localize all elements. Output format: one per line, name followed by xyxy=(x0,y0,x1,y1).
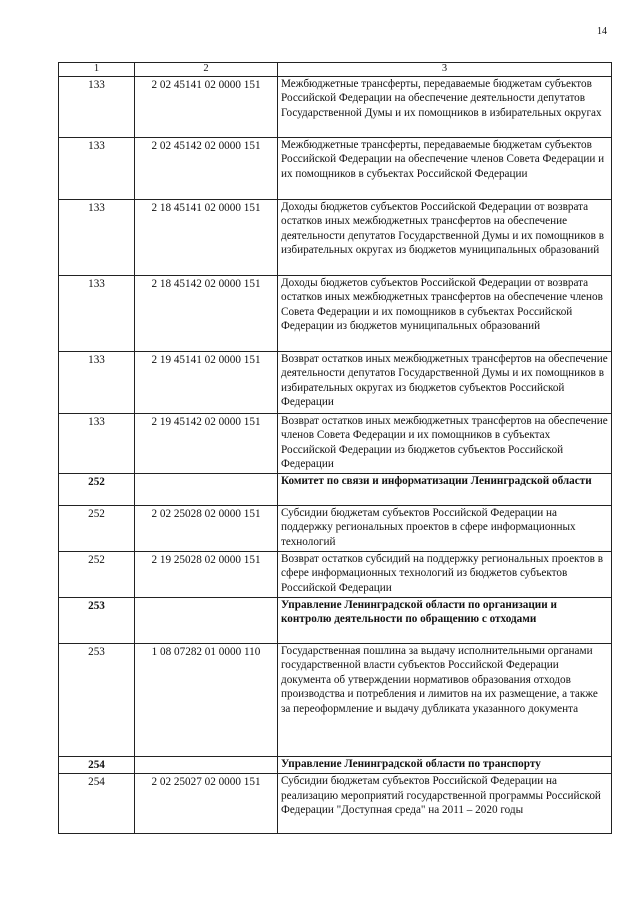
table-row xyxy=(59,77,612,138)
description-cell: Доходы бюджетов субъектов Российской Федерации от возврата остатков иных межбюджетных трансфертов на обеспечение деятельности депутатов Государственной Думы и их помощников в избирательных округах из бюджетов муниципальных образований xyxy=(278,200,612,276)
table-row xyxy=(59,276,612,352)
table-row xyxy=(59,644,612,757)
table-header-row xyxy=(59,63,612,77)
table-row xyxy=(59,774,612,834)
admin-code-cell: 133 xyxy=(59,276,135,352)
table-row xyxy=(59,414,612,474)
description-cell: Межбюджетные трансферты, передаваемые бюджетам субъектов Российской Федерации на обеспечение членов Совета Федерации и их помощников в субъектах Российской Федерации xyxy=(278,138,612,200)
revenue-code-cell: 2 02 25028 02 0000 151 xyxy=(135,506,278,552)
revenue-code-cell xyxy=(135,474,278,506)
revenue-code-cell: 2 02 25027 02 0000 151 xyxy=(135,774,278,834)
table-row xyxy=(59,138,612,200)
description-cell: Доходы бюджетов субъектов Российской Федерации от возврата остатков иных межбюджетных трансфертов на обеспечение членов Совета Федерации и их помощников в субъектах Российской Федерации из бюджетов муниципальных образований xyxy=(278,276,612,352)
admin-code-cell: 133 xyxy=(59,138,135,200)
revenue-code-cell: 1 08 07282 01 0000 110 xyxy=(135,644,278,757)
table-row xyxy=(59,552,612,598)
section-heading-row xyxy=(59,474,612,506)
description-cell: Субсидии бюджетам субъектов Российской Федерации на реализацию мероприятий государственной программы Российской Федерации "Доступная среда" на 2011 – 2020 годы xyxy=(278,774,612,834)
description-cell: Субсидии бюджетам субъектов Российской Федерации на поддержку региональных проектов в сфере информационных технологий xyxy=(278,506,612,552)
revenue-code-cell: 2 02 45141 02 0000 151 xyxy=(135,77,278,138)
description-cell: Государственная пошлина за выдачу исполнительными органами государственной власти субъектов Российской Федерации документа об утверждении нормативов образования отходов производства и потребления и лимитов на их размещение, а также за переоформление и выдачу дубликата указанного документа xyxy=(278,644,612,757)
revenue-code-cell: 2 19 45142 02 0000 151 xyxy=(135,414,278,474)
table-row xyxy=(59,200,612,276)
description-cell: Возврат остатков иных межбюджетных трансфертов на обеспечение деятельности депутатов Государственной Думы и их помощников в избирательных округах из бюджетов субъектов Российской Федерации xyxy=(278,352,612,414)
revenue-code-cell: 2 19 25028 02 0000 151 xyxy=(135,552,278,598)
revenue-code-cell xyxy=(135,598,278,644)
column-header-3: 3 xyxy=(278,63,612,77)
section-heading-row xyxy=(59,757,612,774)
column-header-1: 1 xyxy=(59,63,135,77)
description-cell: Управление Ленинградской области по транспорту xyxy=(278,757,612,774)
column-header-2: 2 xyxy=(135,63,278,77)
revenue-code-cell: 2 02 45142 02 0000 151 xyxy=(135,138,278,200)
admin-code-cell: 253 xyxy=(59,644,135,757)
admin-code-cell: 252 xyxy=(59,474,135,506)
description-cell: Межбюджетные трансферты, передаваемые бюджетам субъектов Российской Федерации на обеспечение деятельности депутатов Государственной Думы и их помощников в избирательных округах xyxy=(278,77,612,138)
table-row xyxy=(59,506,612,552)
description-cell: Комитет по связи и информатизации Ленинградской области xyxy=(278,474,612,506)
description-cell: Управление Ленинградской области по организации и контролю деятельности по обращению с отходами xyxy=(278,598,612,644)
section-heading-row xyxy=(59,598,612,644)
description-cell: Возврат остатков иных межбюджетных трансфертов на обеспечение членов Совета Федерации и их помощников в субъектах Российской Федерации из бюджетов субъектов Российской Федерации xyxy=(278,414,612,474)
page-number: 14 xyxy=(597,26,607,37)
table-body xyxy=(59,77,612,834)
admin-code-cell: 254 xyxy=(59,757,135,774)
admin-code-cell: 252 xyxy=(59,552,135,598)
admin-code-cell: 253 xyxy=(59,598,135,644)
admin-code-cell: 133 xyxy=(59,414,135,474)
admin-code-cell: 133 xyxy=(59,200,135,276)
admin-code-cell: 133 xyxy=(59,352,135,414)
revenue-code-cell: 2 18 45142 02 0000 151 xyxy=(135,276,278,352)
revenue-code-cell: 2 18 45141 02 0000 151 xyxy=(135,200,278,276)
table-row xyxy=(59,352,612,414)
revenue-code-cell xyxy=(135,757,278,774)
admin-code-cell: 254 xyxy=(59,774,135,834)
description-cell: Возврат остатков субсидий на поддержку региональных проектов в сфере информационных технологий из бюджетов субъектов Российской Федерации xyxy=(278,552,612,598)
admin-code-cell: 133 xyxy=(59,77,135,138)
admin-code-cell: 252 xyxy=(59,506,135,552)
budget-codes-table xyxy=(58,62,612,834)
revenue-code-cell: 2 19 45141 02 0000 151 xyxy=(135,352,278,414)
